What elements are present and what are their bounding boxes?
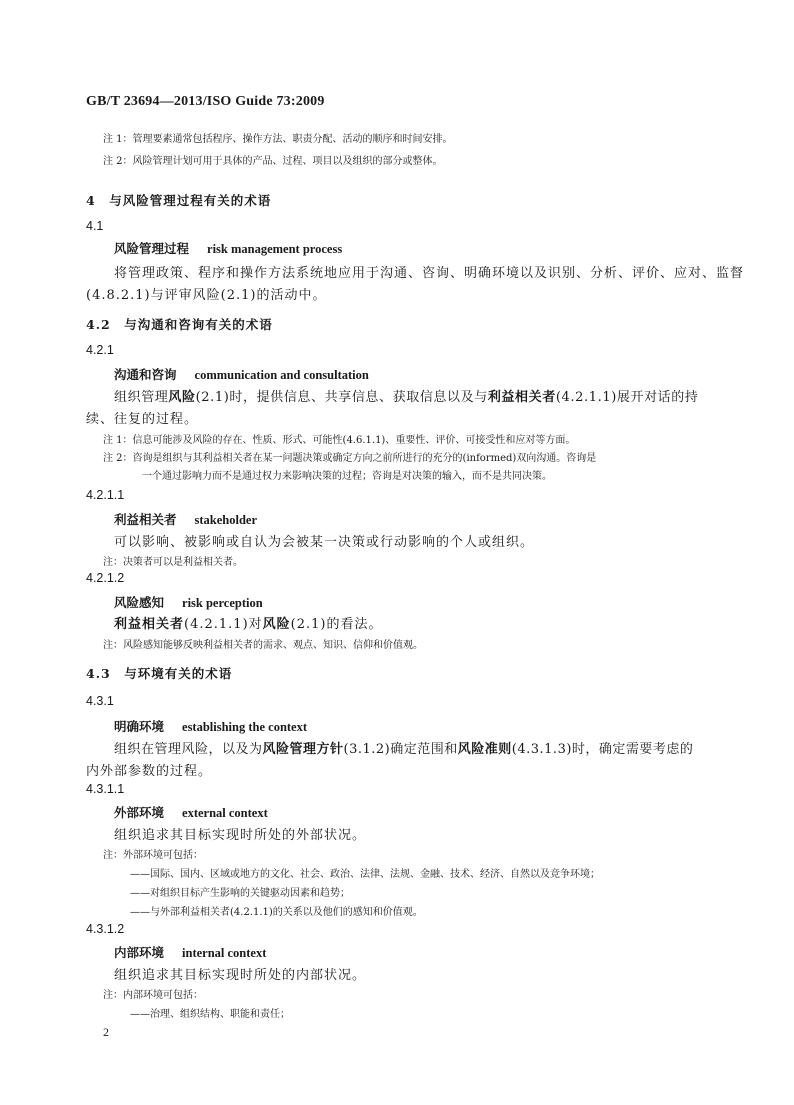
term-4-2-1 bbox=[114, 365, 369, 383]
clause-number-4-3-1-2: 4.3.1.2 bbox=[86, 922, 125, 936]
term-ref: 风险 bbox=[262, 617, 291, 632]
clause-number-4-1: 4.1 bbox=[86, 219, 104, 233]
note: 注：内部环境可包括： bbox=[103, 990, 203, 1001]
term-4-2-1-1 bbox=[114, 510, 257, 528]
term-en: risk perception bbox=[182, 596, 263, 610]
text-run: (4.2.1.1)对 bbox=[184, 617, 263, 632]
note-1: 注 1：管理要素通常包括程序、操作方法、职责分配、活动的顺序和时间安排。 bbox=[103, 134, 453, 145]
term-4-2-1-2 bbox=[114, 593, 263, 611]
definition-line: 可以影响、被影响或自认为会被某一决策或行动影响的个人或组织。 bbox=[114, 535, 535, 550]
term-en: external context bbox=[182, 806, 268, 820]
list-item: ——国际、国内、区域或地方的文化、社会、政治、法律、法规、金融、技术、经济、自然以及竞争环境； bbox=[130, 869, 600, 880]
term-4-3-1 bbox=[114, 717, 307, 735]
term-en: communication and consultation bbox=[194, 368, 369, 382]
term-en: establishing the context bbox=[182, 720, 308, 734]
note: 注 1：信息可能涉及风险的存在、性质、形式、可能性(4.6.1.1)、重要性、评价、可接受性和应对等方面。 bbox=[103, 435, 576, 446]
definition-line bbox=[114, 386, 698, 405]
note: 注：决策者可以是利益相关者。 bbox=[103, 557, 243, 568]
definition-line: 组织追求其目标实现时所处的外部状况。 bbox=[114, 828, 367, 843]
text-run: (3.1.2)确定范围和 bbox=[343, 742, 458, 757]
term-ref: 风险管理方针 bbox=[262, 742, 344, 757]
list-item: ——对组织目标产生影响的关键驱动因素和趋势； bbox=[130, 888, 350, 899]
term-en: internal context bbox=[182, 946, 267, 960]
text-run: (2.1)的看法。 bbox=[290, 617, 383, 632]
section-heading-4-3: 4.3 与环境有关的术语 bbox=[86, 666, 233, 681]
definition-line: (4.8.2.1)与评审风险(2.1)的活动中。 bbox=[86, 288, 327, 303]
list-item: ——治理、组织结构、职能和责任； bbox=[130, 1009, 290, 1020]
clause-number-4-2-1: 4.2.1 bbox=[86, 343, 114, 357]
term-ref: 利益相关者 bbox=[487, 390, 556, 405]
term-zh: 明确环境 bbox=[114, 719, 165, 734]
definition-line: 组织追求其目标实现时所处的内部状况。 bbox=[114, 968, 367, 983]
text-run: 组织管理 bbox=[114, 390, 169, 405]
term-zh: 外部环境 bbox=[114, 805, 165, 820]
note-2: 注 2：风险管理计划可用于具体的产品、过程、项目以及组织的部分或整体。 bbox=[103, 156, 443, 167]
term-4-3-1-1 bbox=[114, 803, 268, 821]
text-run: 组织在管理风险，以及为 bbox=[114, 742, 263, 757]
term-zh: 风险管理过程 bbox=[114, 241, 190, 256]
term-en: stakeholder bbox=[194, 513, 258, 527]
clause-number-4-3-1-1: 4.3.1.1 bbox=[86, 782, 125, 796]
clause-number-4-2-1-2: 4.2.1.2 bbox=[86, 571, 125, 585]
page-number: 2 bbox=[103, 1025, 109, 1039]
clause-number-4-2-1-1: 4.2.1.1 bbox=[86, 488, 125, 502]
term-zh: 风险感知 bbox=[114, 595, 165, 610]
term-ref: 风险 bbox=[168, 390, 196, 405]
definition-line bbox=[114, 613, 382, 632]
term-zh: 利益相关者 bbox=[114, 512, 177, 527]
term-ref: 利益相关者 bbox=[114, 617, 185, 632]
text-run: (4.2.1.1)展开对话的持 bbox=[555, 390, 699, 405]
note: 注 2：咨询是组织与其利益相关者在某一问题决策或确定方向之前所进行的充分的(informed)双向沟通。咨询是 bbox=[103, 453, 597, 464]
term-zh: 沟通和咨询 bbox=[114, 367, 177, 382]
definition-line: 将管理政策、程序和操作方法系统地应用于沟通、咨询、明确环境以及识别、分析、评价、应对、监督 bbox=[114, 266, 745, 281]
note-continuation: 一个通过影响力而不是通过权力来影响决策的过程；咨询是对决策的输入，而不是共同决策。 bbox=[142, 471, 552, 482]
term-4-1 bbox=[114, 239, 342, 257]
note: 注：外部环境可包括： bbox=[103, 850, 203, 861]
term-en: risk management process bbox=[207, 242, 343, 256]
definition-line: 内外部参数的过程。 bbox=[86, 764, 213, 779]
clause-number-4-3-1: 4.3.1 bbox=[86, 694, 114, 708]
text-run: (4.3.1.3)时，确定需要考虑的 bbox=[511, 742, 694, 757]
section-heading-4-2: 4.2 与沟通和咨询有关的术语 bbox=[86, 317, 273, 332]
section-heading-4: 4 与风险管理过程有关的术语 bbox=[86, 193, 272, 208]
note: 注：风险感知能够反映利益相关者的需求、观点、知识、信仰和价值观。 bbox=[103, 640, 423, 651]
term-zh: 内部环境 bbox=[114, 945, 165, 960]
term-4-3-1-2 bbox=[114, 943, 266, 961]
term-ref: 风险准则 bbox=[457, 742, 512, 757]
standard-header: GB/T 23694—2013/ISO Guide 73:2009 bbox=[86, 94, 325, 109]
list-item: ——与外部利益相关者(4.2.1.1)的关系以及他们的感知和价值观。 bbox=[130, 907, 423, 918]
definition-line: 续、往复的过程。 bbox=[86, 412, 199, 427]
text-run: (2.1)时，提供信息、共享信息、获取信息以及与 bbox=[195, 390, 488, 405]
definition-line bbox=[114, 738, 693, 757]
